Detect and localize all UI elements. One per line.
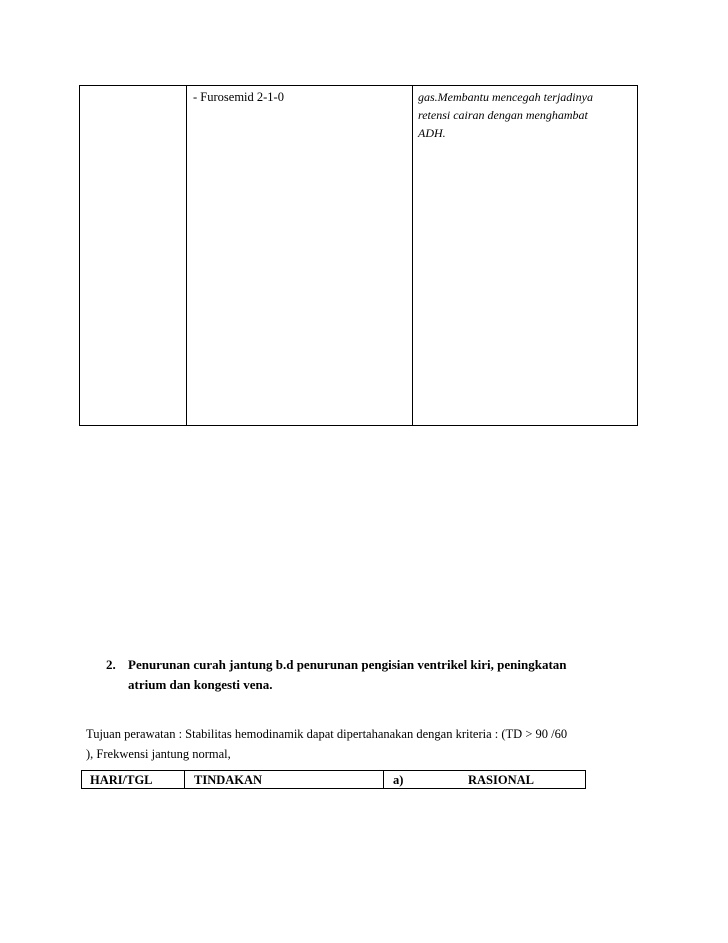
tujuan-paragraph [86,724,646,764]
table-cell-tindakan: - Furosemid 2-1-0 [193,90,284,104]
section-title-line2: atrium dan kongesti vena. [128,677,273,692]
tujuan-line2: ), Frekwensi jantung normal, [86,747,231,761]
rasional-line: ADH. [418,126,446,140]
column-divider [412,86,413,425]
rasional-line: retensi cairan dengan menghambat [418,108,588,122]
top-table [79,85,638,426]
bottom-table-header [81,770,586,789]
tujuan-line1: Tujuan perawatan : Stabilitas hemodinamik dapat dipertahanakan dengan kriteria : (TD > 90 /60 [86,727,568,741]
column-divider [184,771,185,788]
column-divider [186,86,187,425]
header-tindakan: TINDAKAN [194,773,263,787]
column-divider [383,771,384,788]
header-hari-tgl: HARI/TGL [90,773,153,787]
rasional-line: gas.Membantu mencegah terjadinya [418,90,593,104]
header-rasional: RASIONAL [468,773,534,787]
section-heading [96,655,656,695]
section-title-line1: Penurunan curah jantung b.d penurunan pengisian ventrikel kiri, peningkatan [128,657,567,672]
section-number: 2. [106,657,116,672]
table-cell-rasional [418,88,633,142]
header-list-marker: a) [393,773,404,787]
